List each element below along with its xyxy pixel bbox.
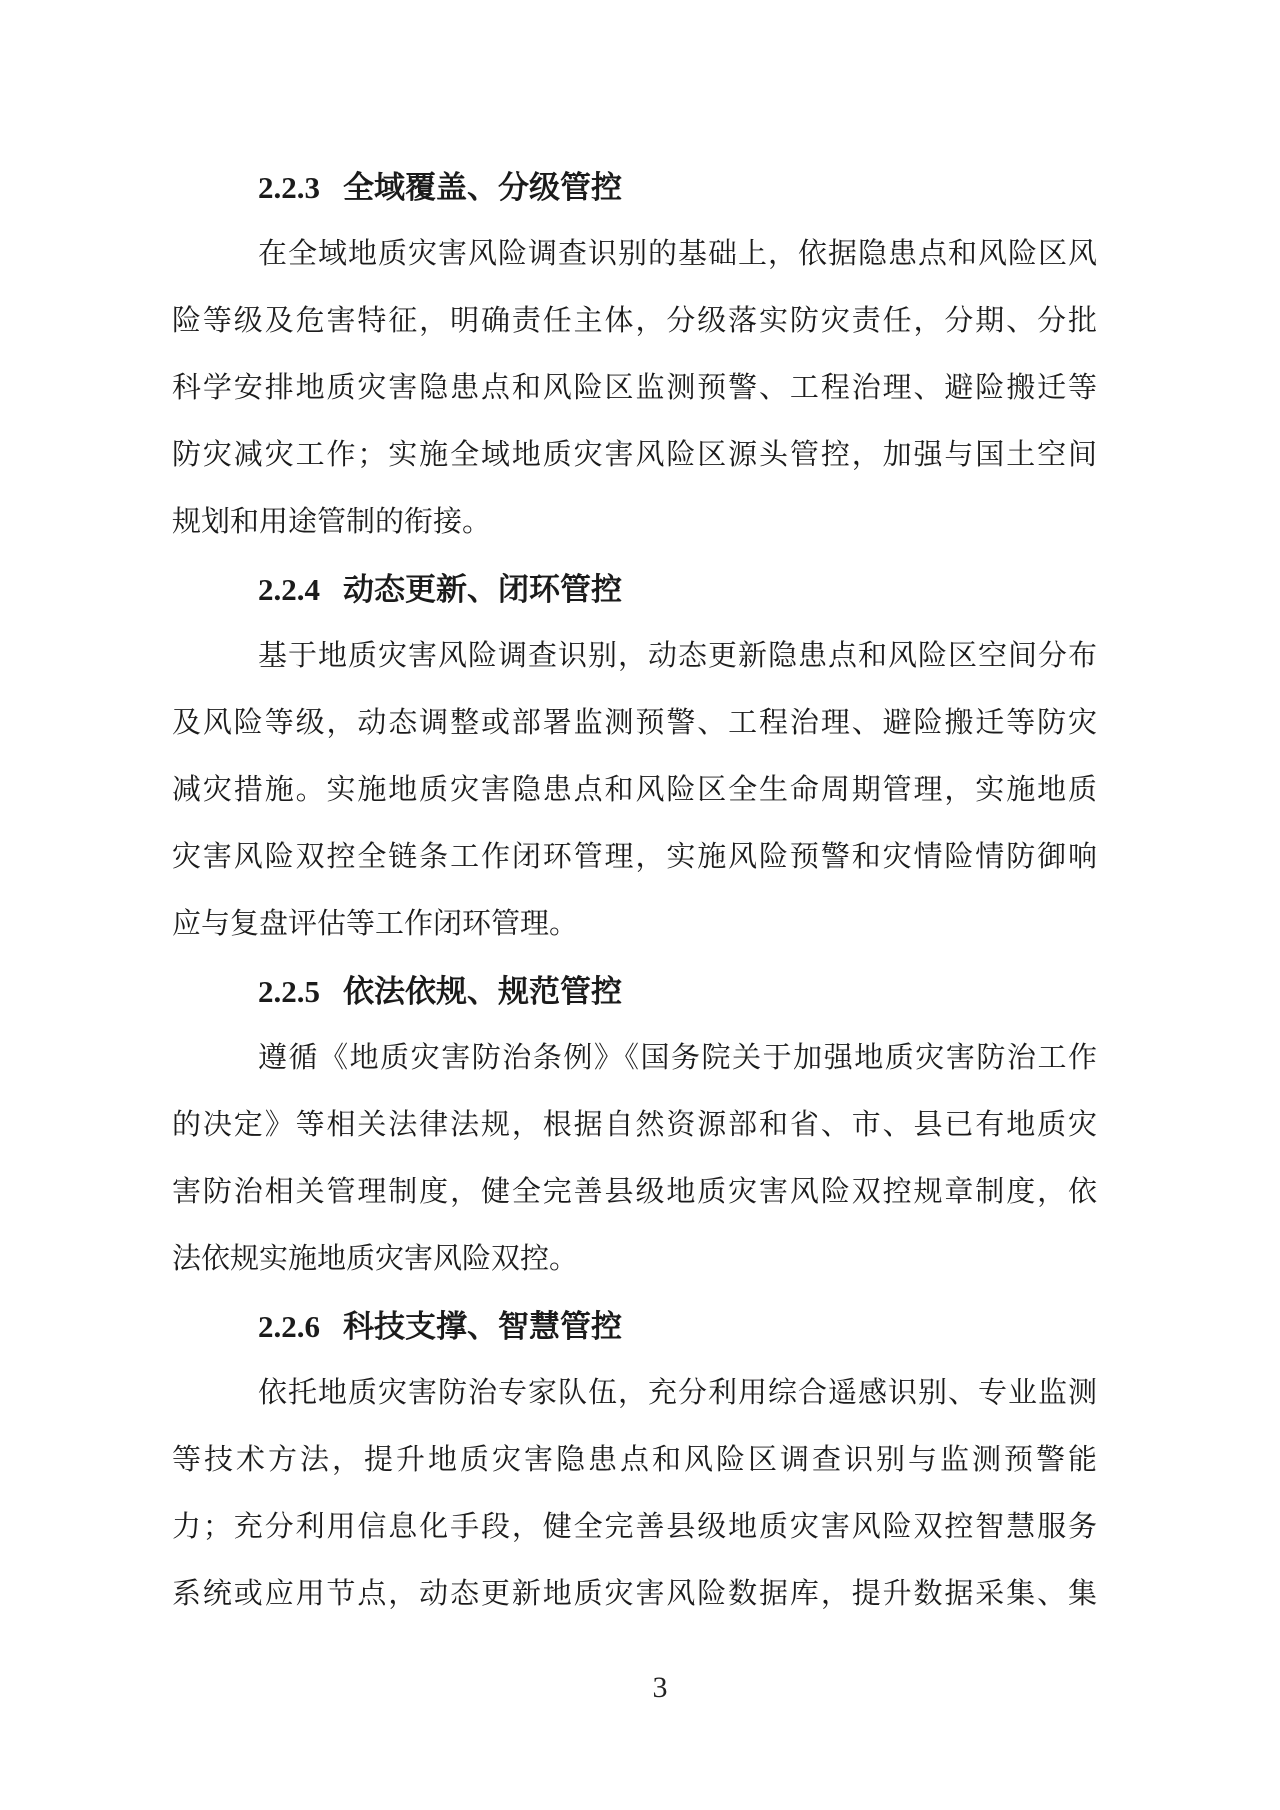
text-line: 的决定》等相关法律法规，根据自然资源部和省、市、县已有地质灾	[172, 1109, 1097, 1141]
section-heading-2-2-5	[172, 958, 1097, 1025]
page-number: 3	[652, 1671, 668, 1704]
text-line: 系统或应用节点，动态更新地质灾害风险数据库，提升数据采集、集	[172, 1578, 1097, 1610]
text-line: 在全域地质灾害风险调查识别的基础上，依据隐患点和风险区风	[258, 238, 1097, 270]
text-line: 科学安排地质灾害隐患点和风险区监测预警、工程治理、避险搬迁等	[172, 372, 1097, 404]
section-number: 2.2.4	[258, 572, 320, 607]
section-title: 科技支撑、智慧管控	[343, 1309, 622, 1344]
text-line: 灾害风险双控全链条工作闭环管理，实施风险预警和灾情险情防御响	[172, 841, 1097, 873]
text-line: 依托地质灾害防治专家队伍，充分利用综合遥感识别、专业监测	[258, 1377, 1097, 1409]
text-line: 及风险等级，动态调整或部署监测预警、工程治理、避险搬迁等防灾	[172, 707, 1097, 739]
section-title: 依法依规、规范管控	[343, 974, 622, 1009]
text-line: 规划和用途管制的衔接。	[172, 506, 492, 538]
section-number: 2.2.6	[258, 1309, 320, 1344]
text-line: 遵循《地质灾害防治条例》《国务院关于加强地质灾害防治工作	[258, 1042, 1097, 1074]
text-line: 害防治相关管理制度，健全完善县级地质灾害风险双控规章制度，依	[172, 1176, 1097, 1208]
text-line: 等技术方法，提升地质灾害隐患点和风险区调查识别与监测预警能	[172, 1444, 1097, 1476]
text-line: 险等级及危害特征，明确责任主体，分级落实防灾责任，分期、分批	[172, 305, 1097, 337]
section-heading-2-2-3	[172, 154, 1097, 221]
text-line: 应与复盘评估等工作闭环管理。	[172, 908, 579, 940]
document-body	[172, 154, 1097, 1628]
text-line: 力；充分利用信息化手段，健全完善县级地质灾害风险双控智慧服务	[172, 1511, 1097, 1543]
text-line: 减灾措施。实施地质灾害隐患点和风险区全生命周期管理，实施地质	[172, 774, 1097, 806]
section-heading-2-2-4	[172, 556, 1097, 623]
section-heading-2-2-6	[172, 1293, 1097, 1360]
text-line: 法依规实施地质灾害风险双控。	[172, 1243, 579, 1275]
section-title: 动态更新、闭环管控	[343, 572, 622, 607]
section-number: 2.2.3	[258, 170, 320, 205]
section-number: 2.2.5	[258, 974, 320, 1009]
text-line: 基于地质灾害风险调查识别，动态更新隐患点和风险区空间分布	[258, 640, 1097, 672]
text-line: 防灾减灾工作；实施全域地质灾害风险区源头管控，加强与国土空间	[172, 439, 1097, 471]
section-title: 全域覆盖、分级管控	[343, 170, 622, 205]
